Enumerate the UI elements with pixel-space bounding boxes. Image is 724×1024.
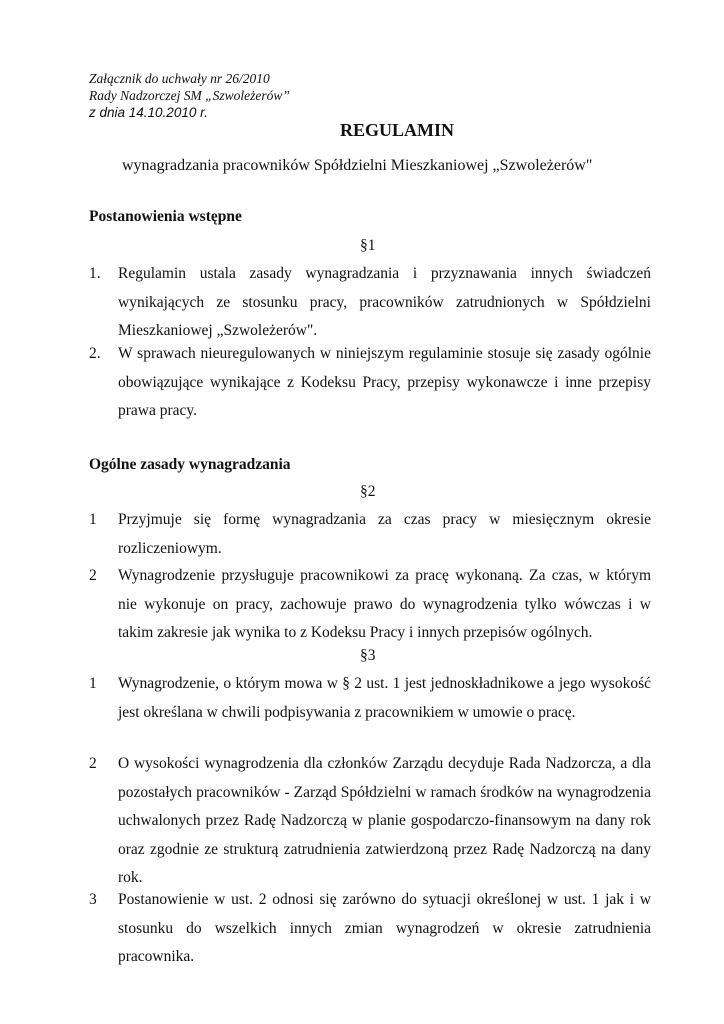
document-subtitle: wynagradzania pracowników Spółdzielni Mieszkaniowej „Szwoleżerów" — [122, 157, 593, 174]
item-text: Postanowienie w ust. 2 odnosi się zarówno do sytuacji określonej w ust. 1 jak i w stosunku do wszelkich innych zmian wynagrodzeń w okresie zatrudnienia pracownika. — [118, 891, 651, 965]
item-text: Przyjmuje się formę wynagradzania za czas pracy w miesięcznym okresie rozliczeniowym. — [118, 511, 651, 557]
item-number: 2 — [89, 755, 97, 772]
item-text: Regulamin ustala zasady wynagradzania i przyznawania innych świadczeń wynikających ze stosunku pracy, pracowników zatrudnionych w Spółdzielni Mieszkaniowej „Szwoleżerów". — [118, 265, 651, 339]
item-number: 1. — [89, 265, 101, 282]
header-line-1: Załącznik do uchwały nr 26/2010 — [89, 71, 270, 86]
list-item — [89, 670, 651, 727]
item-number: 1 — [89, 675, 97, 692]
list-item — [89, 886, 651, 972]
item-text: W sprawach nieuregulowanych w niniejszym regulaminie stosuje się zasady ogólnie obowiązujące wynikające z Kodeksu Pracy, przepisy wykonawcze i inne przepisy prawa pracy. — [118, 345, 651, 419]
list-item — [89, 750, 651, 893]
list-item — [89, 562, 651, 648]
item-number: 2. — [89, 345, 101, 362]
item-number: 2 — [89, 567, 97, 584]
header-line-3: z dnia 14.10.2010 r. — [89, 105, 208, 120]
section-heading: Ogólne zasady wynagradzania — [89, 456, 291, 473]
item-text: Wynagrodzenie przysługuje pracownikowi za pracę wykonaną. Za czas, w którym nie wykonuje on pracy, zachowuje prawo do wynagrodzenia tylko wówczas i w takim zakresie jak wynika to z Kodeksu Pracy i innych przepisów ogólnych. — [118, 567, 651, 641]
item-number: 1 — [89, 511, 97, 528]
list-item — [89, 506, 651, 563]
item-number: 3 — [89, 891, 97, 908]
document-title: REGULAMIN — [339, 120, 454, 140]
attachment-header — [89, 70, 290, 121]
paragraph-mark: §3 — [360, 647, 376, 664]
list-item — [89, 260, 651, 346]
section-heading: Postanowienia wstępne — [89, 208, 242, 225]
header-line-2: Rady Nadzorczej SM „Szwoleżerów” — [89, 88, 290, 103]
item-text: Wynagrodzenie, o którym mowa w § 2 ust. 1 jest jednoskładnikowe a jego wysokość jest określana w chwili podpisywania z pracownikiem w umowie o pracę. — [118, 675, 651, 721]
paragraph-mark: §2 — [360, 483, 376, 500]
list-item — [89, 340, 651, 426]
item-text: O wysokości wynagrodzenia dla członków Zarządu decyduje Rada Nadzorcza, a dla pozostałych pracowników - Zarząd Spółdzielni w ramach środków na wynagrodzenia uchwalonych przez Radę Nadzorczą w planie gospodarczo-finansowym na dany rok oraz zgodnie ze strukturą zatrudnienia zatwierdzoną przez Radę Nadzorczą na dany rok. — [118, 755, 651, 886]
paragraph-mark: §1 — [360, 237, 376, 254]
